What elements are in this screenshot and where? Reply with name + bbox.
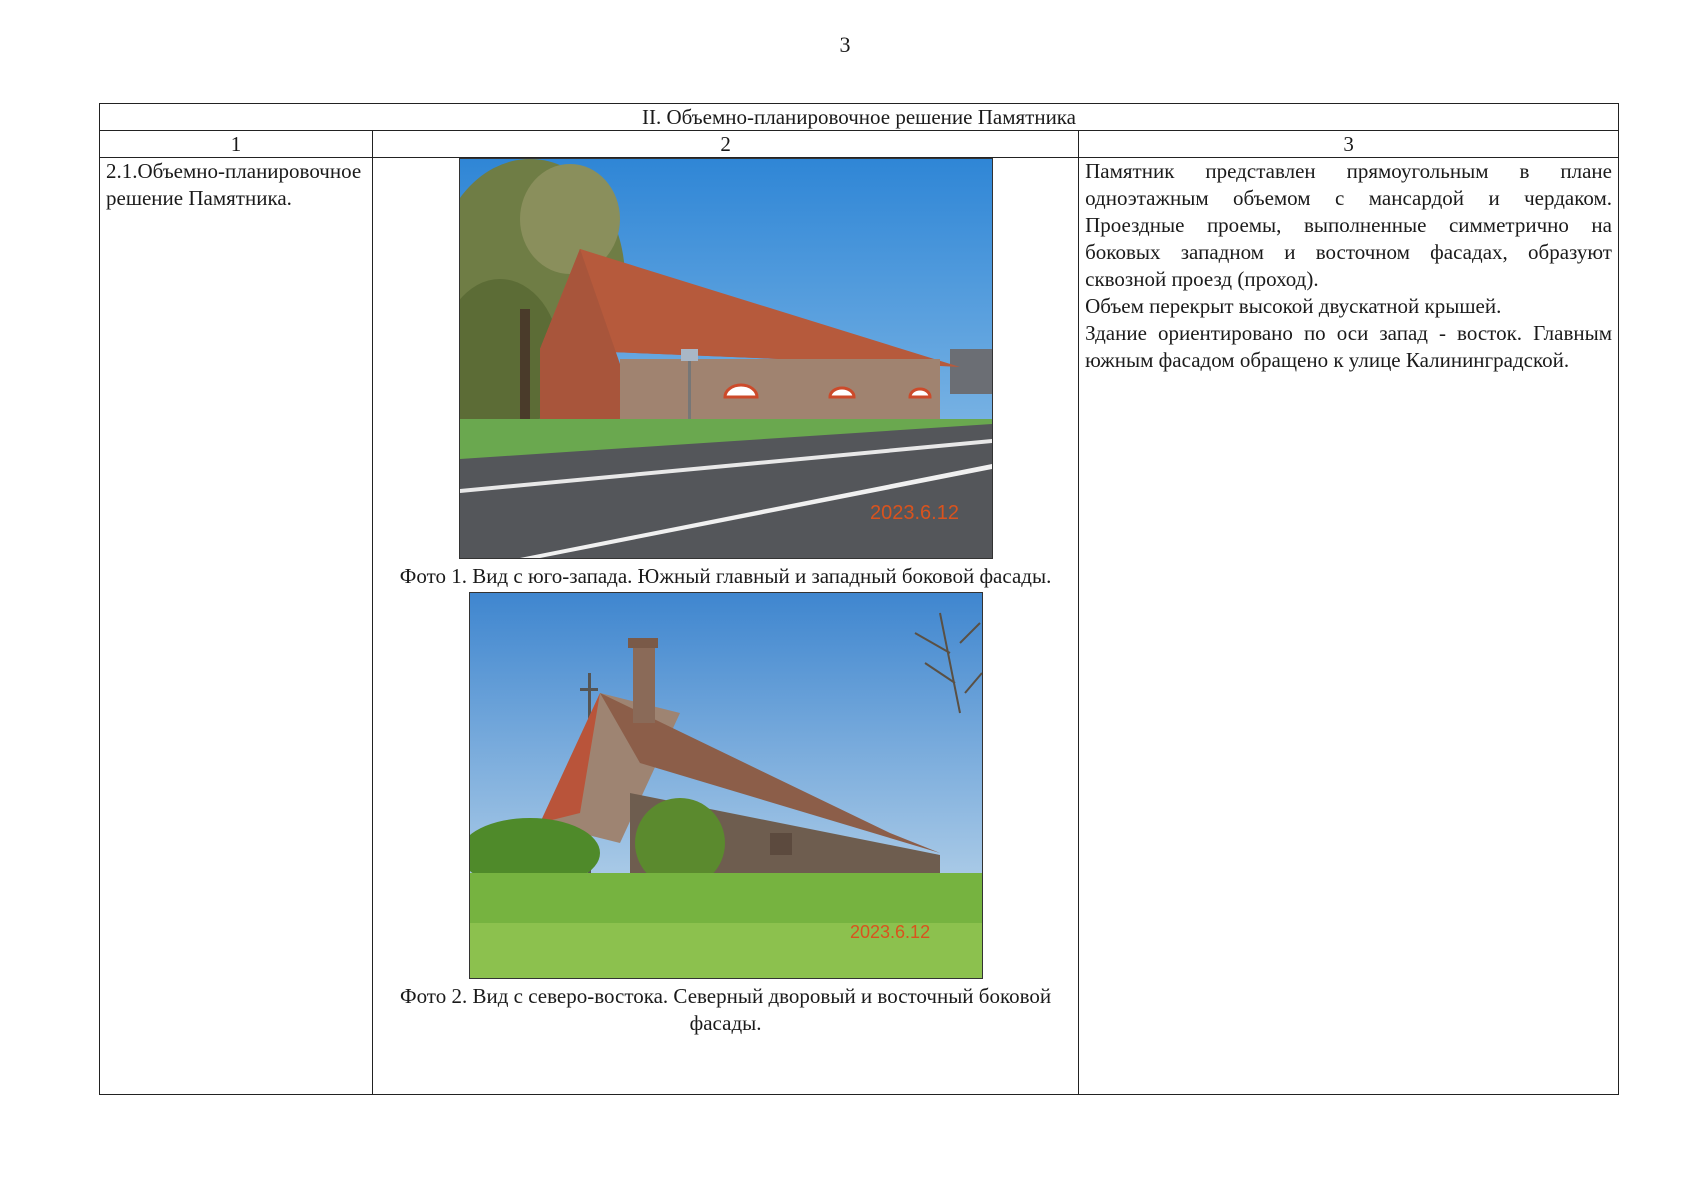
photos-cell: [373, 158, 1079, 1095]
photo-2-date-stamp: 2023.6.12: [849, 922, 930, 942]
photo-2-caption: Фото 2. Вид с северо-востока. Северный дворовый и восточный боковой фасады.: [399, 984, 1052, 1035]
photo-1-date-stamp: 2023.6.12: [869, 502, 959, 524]
section-title-row: [100, 104, 1619, 131]
table-row: [100, 158, 1619, 1095]
column-number-3: 3: [1079, 131, 1619, 158]
photo-1: [459, 158, 993, 559]
photo-1-caption: Фото 1. Вид с юго-запада. Южный главный и западный боковой фасады.: [399, 564, 1052, 588]
column-number-2: 2: [373, 131, 1079, 158]
monument-table: [99, 103, 1619, 1095]
photo-1-block: [379, 158, 1072, 590]
description-paragraph-1: Памятник представлен прямоугольным в плане одноэтажным объемом с мансардой и чердаком. Проездные проемы, выполненные симметрично на боковых западном и восточном фасадах, образуют сквозной проезд (проход).: [1085, 159, 1612, 291]
page-number: 3: [839, 32, 851, 57]
description-paragraph-3: Здание ориентировано по оси запад - восток. Главным южным фасадом обращено к улице Калининградской.: [1085, 321, 1612, 372]
section-title: II. Объемно-планировочное решение Памятника: [100, 104, 1619, 131]
row-label: 2.1.Объемно-планировочное решение Памятника.: [100, 158, 373, 1095]
description-paragraph-2: Объем перекрыт высокой двускатной крышей.: [1085, 294, 1502, 318]
column-number-1: 1: [100, 131, 373, 158]
photo-2-block: [379, 592, 1072, 1037]
photo-2: [469, 592, 983, 979]
column-number-row: [100, 131, 1619, 158]
description-cell: [1079, 158, 1619, 1095]
